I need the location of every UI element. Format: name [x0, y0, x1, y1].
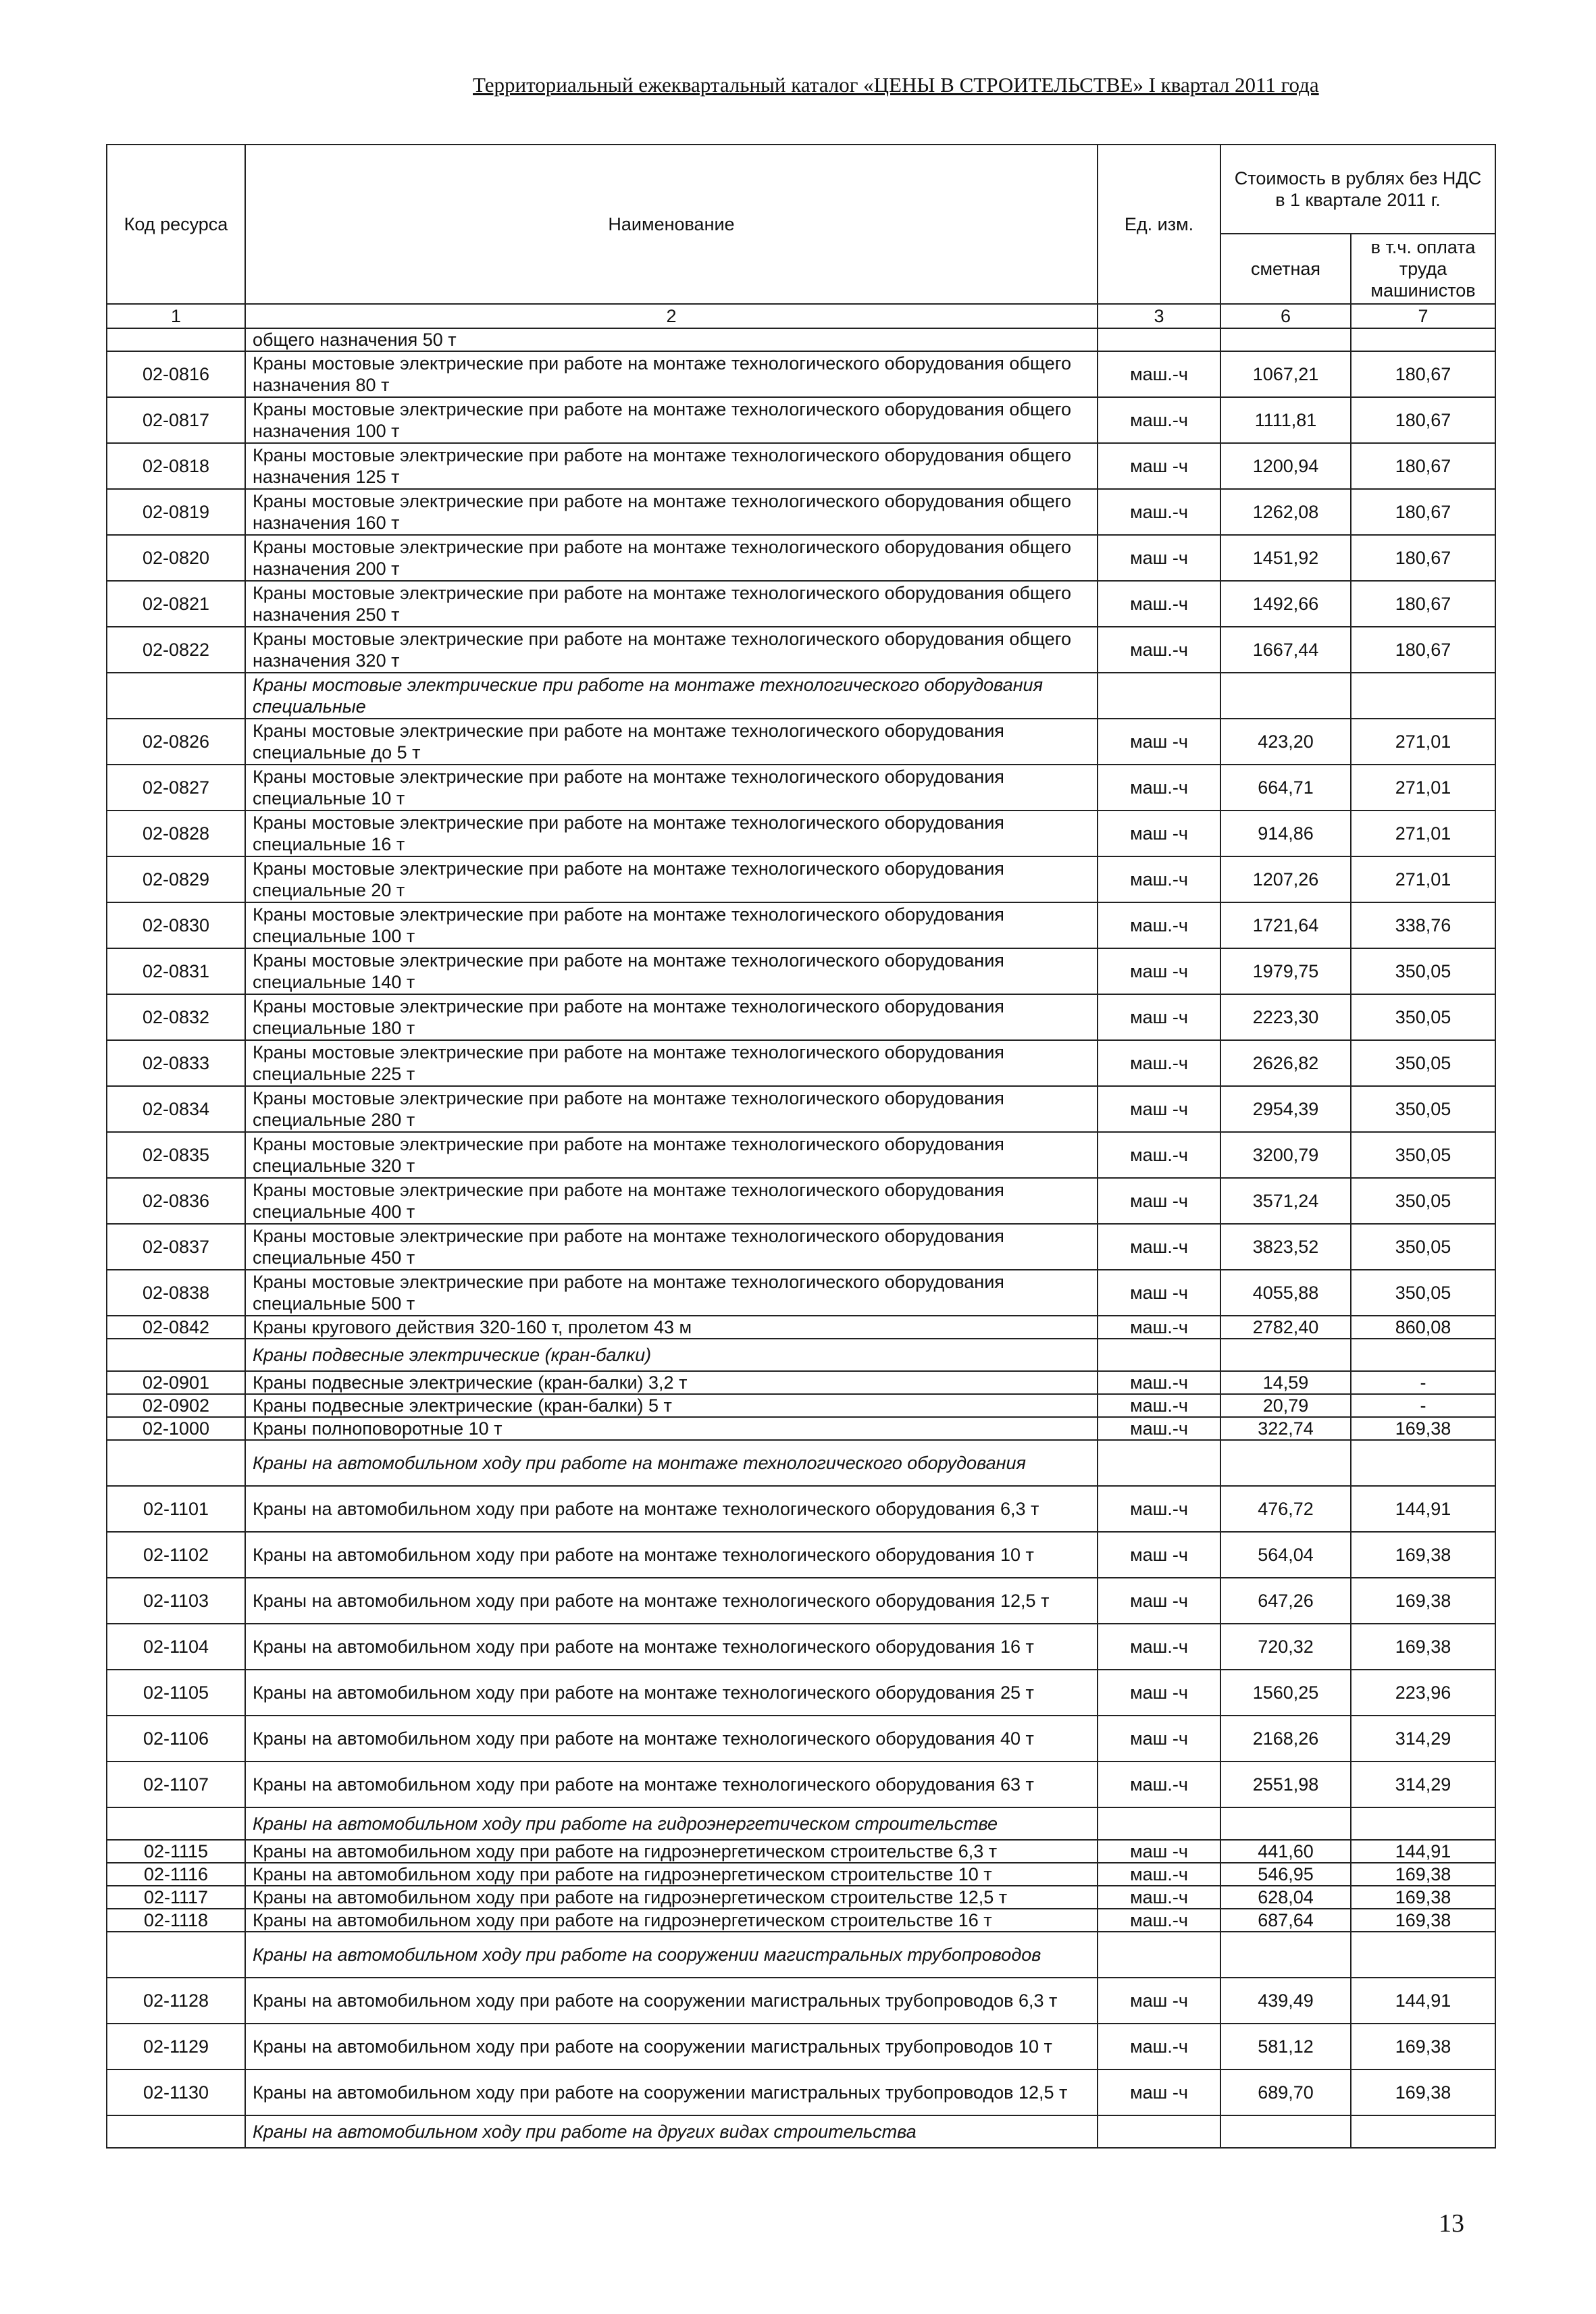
- unit: маш.-ч: [1098, 1486, 1220, 1532]
- operator-wage: 271,01: [1351, 765, 1495, 811]
- empty-cell: [1351, 1440, 1495, 1486]
- resource-code: 02-0835: [107, 1132, 245, 1178]
- estimated-cost: 546,95: [1220, 1863, 1351, 1886]
- empty-cell: [1220, 1440, 1351, 1486]
- estimated-cost: 4055,88: [1220, 1270, 1351, 1316]
- column-number: 2: [245, 304, 1098, 328]
- resource-name: Краны мостовые электрические при работе на монтаже технологического оборудования специальные 280 т: [245, 1086, 1098, 1132]
- operator-wage: 180,67: [1351, 627, 1495, 673]
- unit: маш -ч: [1098, 1716, 1220, 1762]
- operator-wage: 350,05: [1351, 1040, 1495, 1086]
- estimated-cost: 1560,25: [1220, 1670, 1351, 1716]
- resource-name: Краны мостовые электрические при работе на монтаже технологического оборудования специальные 320 т: [245, 1132, 1098, 1178]
- table-row: [107, 1316, 1495, 1339]
- page-title: Территориальный ежеквартальный каталог «ЦЕНЫ В СТРОИТЕЛЬСТВЕ» I квартал 2011 года: [473, 73, 1319, 97]
- operator-wage: 338,76: [1351, 902, 1495, 948]
- operator-wage: -: [1351, 1394, 1495, 1417]
- table-row: [107, 1578, 1495, 1624]
- unit: маш.-ч: [1098, 581, 1220, 627]
- continuation-row: [107, 328, 1495, 351]
- resource-name: Краны мостовые электрические при работе на монтаже технологического оборудования общего назначения 125 т: [245, 443, 1098, 489]
- section-row: [107, 673, 1495, 719]
- unit: маш.-ч: [1098, 902, 1220, 948]
- empty-cell: [1220, 2115, 1351, 2148]
- estimated-cost: 439,49: [1220, 1978, 1351, 2024]
- estimated-cost: 3200,79: [1220, 1132, 1351, 1178]
- unit: маш.-ч: [1098, 765, 1220, 811]
- resource-name: Краны мостовые электрические при работе на монтаже технологического оборудования специальные 140 т: [245, 948, 1098, 994]
- unit: маш -ч: [1098, 1532, 1220, 1578]
- operator-wage: 350,05: [1351, 1132, 1495, 1178]
- operator-wage: 144,91: [1351, 1978, 1495, 2024]
- estimated-cost: 14,59: [1220, 1371, 1351, 1394]
- resource-name: Краны кругового действия 320-160 т, пролетом 43 м: [245, 1316, 1098, 1339]
- empty-cell: [1220, 328, 1351, 351]
- resource-name: Краны мостовые электрические при работе на монтаже технологического оборудования общего назначения 200 т: [245, 535, 1098, 581]
- header-code: Код ресурса: [107, 145, 245, 304]
- unit: маш -ч: [1098, 1270, 1220, 1316]
- page-number: 13: [1439, 2209, 1464, 2238]
- resource-code: 02-0830: [107, 902, 245, 948]
- empty-cell: [1098, 1932, 1220, 1978]
- resource-code: 02-0826: [107, 719, 245, 765]
- estimated-cost: 564,04: [1220, 1532, 1351, 1578]
- empty-cell: [107, 1339, 245, 1371]
- resource-name: Краны на автомобильном ходу при работе на монтаже технологического оборудования 40 т: [245, 1716, 1098, 1762]
- table-body: [107, 304, 1495, 2148]
- resource-code: 02-0832: [107, 994, 245, 1040]
- estimated-cost: 1111,81: [1220, 397, 1351, 443]
- resource-code: 02-0818: [107, 443, 245, 489]
- resource-name: Краны на автомобильном ходу при работе на гидроэнергетическом строительстве 10 т: [245, 1863, 1098, 1886]
- resource-name: Краны мостовые электрические при работе на монтаже технологического оборудования специальные 225 т: [245, 1040, 1098, 1086]
- resource-code: 02-1102: [107, 1532, 245, 1578]
- table-row: [107, 948, 1495, 994]
- section-title: Краны на автомобильном ходу при работе на монтаже технологического оборудования: [245, 1440, 1098, 1486]
- table-row: [107, 1863, 1495, 1886]
- operator-wage: 169,38: [1351, 1624, 1495, 1670]
- resource-code: 02-0828: [107, 811, 245, 856]
- estimated-cost: 581,12: [1220, 2024, 1351, 2069]
- unit: маш.-ч: [1098, 1886, 1220, 1909]
- table-row: [107, 994, 1495, 1040]
- empty-cell: [107, 673, 245, 719]
- operator-wage: 350,05: [1351, 1224, 1495, 1270]
- unit: маш.-ч: [1098, 1762, 1220, 1807]
- table-row: [107, 1909, 1495, 1932]
- table-row: [107, 2069, 1495, 2115]
- section-title: Краны подвесные электрические (кран-балки): [245, 1339, 1098, 1371]
- column-numbers-row: [107, 304, 1495, 328]
- table-row: [107, 1178, 1495, 1224]
- section-row: [107, 1807, 1495, 1840]
- unit: маш -ч: [1098, 535, 1220, 581]
- table-row: [107, 581, 1495, 627]
- header-wage: в т.ч. оплата труда машинистов: [1351, 234, 1495, 304]
- table-row: [107, 811, 1495, 856]
- unit: маш -ч: [1098, 811, 1220, 856]
- unit: маш -ч: [1098, 994, 1220, 1040]
- unit: маш -ч: [1098, 443, 1220, 489]
- operator-wage: 350,05: [1351, 1270, 1495, 1316]
- operator-wage: 169,38: [1351, 1578, 1495, 1624]
- unit: маш.-ч: [1098, 1132, 1220, 1178]
- operator-wage: 350,05: [1351, 1178, 1495, 1224]
- operator-wage: 169,38: [1351, 2069, 1495, 2115]
- estimated-cost: 2782,40: [1220, 1316, 1351, 1339]
- estimated-cost: 689,70: [1220, 2069, 1351, 2115]
- unit: маш.-ч: [1098, 2024, 1220, 2069]
- section-title: Краны на автомобильном ходу при работе на гидроэнергетическом строительстве: [245, 1807, 1098, 1840]
- resource-name: Краны мостовые электрические при работе на монтаже технологического оборудования специальные 10 т: [245, 765, 1098, 811]
- resource-code: 02-0834: [107, 1086, 245, 1132]
- unit: маш.-ч: [1098, 1316, 1220, 1339]
- resource-name: Краны на автомобильном ходу при работе на монтаже технологического оборудования 25 т: [245, 1670, 1098, 1716]
- estimated-cost: 423,20: [1220, 719, 1351, 765]
- unit: маш.-ч: [1098, 1863, 1220, 1886]
- table-row: [107, 719, 1495, 765]
- operator-wage: -: [1351, 1371, 1495, 1394]
- resource-code: 02-1101: [107, 1486, 245, 1532]
- table-row: [107, 1624, 1495, 1670]
- empty-cell: [1098, 1339, 1220, 1371]
- resource-name: Краны мостовые электрические при работе на монтаже технологического оборудования общего назначения 160 т: [245, 489, 1098, 535]
- table-row: [107, 1371, 1495, 1394]
- operator-wage: 180,67: [1351, 351, 1495, 397]
- resource-name: Краны мостовые электрические при работе на монтаже технологического оборудования специальные 500 т: [245, 1270, 1098, 1316]
- section-row: [107, 1440, 1495, 1486]
- empty-cell: [1220, 1339, 1351, 1371]
- empty-cell: [1351, 1932, 1495, 1978]
- empty-cell: [1351, 1339, 1495, 1371]
- empty-cell: [107, 1932, 245, 1978]
- table-row: [107, 1040, 1495, 1086]
- resource-code: 02-1117: [107, 1886, 245, 1909]
- unit: маш -ч: [1098, 1978, 1220, 2024]
- resource-code: 02-1116: [107, 1863, 245, 1886]
- estimated-cost: 3571,24: [1220, 1178, 1351, 1224]
- resource-code: 02-0842: [107, 1316, 245, 1339]
- operator-wage: 180,67: [1351, 443, 1495, 489]
- column-number: 6: [1220, 304, 1351, 328]
- table-row: [107, 1086, 1495, 1132]
- empty-cell: [1351, 2115, 1495, 2148]
- column-number: 3: [1098, 304, 1220, 328]
- unit: маш.-ч: [1098, 1909, 1220, 1932]
- resource-code: 02-1106: [107, 1716, 245, 1762]
- section-row: [107, 1339, 1495, 1371]
- resource-code: 02-1128: [107, 1978, 245, 2024]
- resource-code: 02-0820: [107, 535, 245, 581]
- estimated-cost: 441,60: [1220, 1840, 1351, 1863]
- resource-name: Краны на автомобильном ходу при работе на монтаже технологического оборудования 6,3 т: [245, 1486, 1098, 1532]
- table-row: [107, 856, 1495, 902]
- operator-wage: 169,38: [1351, 1909, 1495, 1932]
- resource-name: Краны мостовые электрические при работе на монтаже технологического оборудования специальные до 5 т: [245, 719, 1098, 765]
- resource-code: 02-1129: [107, 2024, 245, 2069]
- estimated-cost: 647,26: [1220, 1578, 1351, 1624]
- table-row: [107, 1978, 1495, 2024]
- operator-wage: 180,67: [1351, 489, 1495, 535]
- resource-name: Краны мостовые электрические при работе на монтаже технологического оборудования общего назначения 320 т: [245, 627, 1098, 673]
- empty-cell: [1098, 1807, 1220, 1840]
- header-cost-group: Стоимость в рублях без НДС в 1 квартале 2011 г.: [1220, 145, 1495, 234]
- price-table: [106, 144, 1496, 2149]
- resource-code: 02-0821: [107, 581, 245, 627]
- table-row: [107, 1270, 1495, 1316]
- section-title: Краны на автомобильном ходу при работе на других видах строительства: [245, 2115, 1098, 2148]
- estimated-cost: 2168,26: [1220, 1716, 1351, 1762]
- table-row: [107, 1762, 1495, 1807]
- unit: маш.-ч: [1098, 1394, 1220, 1417]
- continuation-text: общего назначения 50 т: [245, 328, 1098, 351]
- operator-wage: 144,91: [1351, 1840, 1495, 1863]
- unit: маш.-ч: [1098, 856, 1220, 902]
- operator-wage: 350,05: [1351, 948, 1495, 994]
- unit: маш.-ч: [1098, 1417, 1220, 1440]
- unit: маш.-ч: [1098, 351, 1220, 397]
- operator-wage: 271,01: [1351, 811, 1495, 856]
- resource-name: Краны мостовые электрические при работе на монтаже технологического оборудования специальные 180 т: [245, 994, 1098, 1040]
- column-number: 7: [1351, 304, 1495, 328]
- table-row: [107, 1417, 1495, 1440]
- operator-wage: 169,38: [1351, 1863, 1495, 1886]
- table-row: [107, 397, 1495, 443]
- resource-code: 02-0831: [107, 948, 245, 994]
- table-row: [107, 1840, 1495, 1863]
- table-row: [107, 1486, 1495, 1532]
- resource-code: 02-0901: [107, 1371, 245, 1394]
- estimated-cost: 1667,44: [1220, 627, 1351, 673]
- operator-wage: 180,67: [1351, 535, 1495, 581]
- estimated-cost: 2954,39: [1220, 1086, 1351, 1132]
- estimated-cost: 1492,66: [1220, 581, 1351, 627]
- resource-code: 02-0829: [107, 856, 245, 902]
- resource-name: Краны на автомобильном ходу при работе на сооружении магистральных трубопроводов 12,5 т: [245, 2069, 1098, 2115]
- resource-name: Краны на автомобильном ходу при работе на сооружении магистральных трубопроводов 6,3 т: [245, 1978, 1098, 2024]
- operator-wage: 314,29: [1351, 1762, 1495, 1807]
- resource-code: 02-0827: [107, 765, 245, 811]
- resource-name: Краны на автомобильном ходу при работе на монтаже технологического оборудования 12,5 т: [245, 1578, 1098, 1624]
- unit: маш.-ч: [1098, 627, 1220, 673]
- resource-name: Краны на автомобильном ходу при работе на монтаже технологического оборудования 10 т: [245, 1532, 1098, 1578]
- estimated-cost: 1067,21: [1220, 351, 1351, 397]
- resource-code: 02-0822: [107, 627, 245, 673]
- resource-name: Краны подвесные электрические (кран-балки) 5 т: [245, 1394, 1098, 1417]
- estimated-cost: 664,71: [1220, 765, 1351, 811]
- unit: маш.-ч: [1098, 1371, 1220, 1394]
- resource-code: 02-1105: [107, 1670, 245, 1716]
- empty-cell: [1220, 673, 1351, 719]
- resource-code: 02-0817: [107, 397, 245, 443]
- table-row: [107, 902, 1495, 948]
- resource-code: 02-0902: [107, 1394, 245, 1417]
- unit: маш.-ч: [1098, 489, 1220, 535]
- estimated-cost: 2223,30: [1220, 994, 1351, 1040]
- resource-code: 02-1103: [107, 1578, 245, 1624]
- estimated-cost: 2551,98: [1220, 1762, 1351, 1807]
- header-estimated: сметная: [1220, 234, 1351, 304]
- table-row: [107, 1532, 1495, 1578]
- section-title: Краны на автомобильном ходу при работе на сооружении магистральных трубопроводов: [245, 1932, 1098, 1978]
- operator-wage: 180,67: [1351, 581, 1495, 627]
- resource-code: 02-1107: [107, 1762, 245, 1807]
- table-row: [107, 535, 1495, 581]
- table-row: [107, 765, 1495, 811]
- operator-wage: 144,91: [1351, 1486, 1495, 1532]
- resource-name: Краны на автомобильном ходу при работе на гидроэнергетическом строительстве 6,3 т: [245, 1840, 1098, 1863]
- table-row: [107, 489, 1495, 535]
- empty-cell: [1351, 673, 1495, 719]
- section-title: Краны мостовые электрические при работе на монтаже технологического оборудования специальные: [245, 673, 1098, 719]
- empty-cell: [1220, 1932, 1351, 1978]
- estimated-cost: 1721,64: [1220, 902, 1351, 948]
- empty-cell: [1098, 2115, 1220, 2148]
- empty-cell: [107, 1440, 245, 1486]
- table-row: [107, 1394, 1495, 1417]
- resource-name: Краны на автомобильном ходу при работе на гидроэнергетическом строительстве 12,5 т: [245, 1886, 1098, 1909]
- empty-cell: [107, 328, 245, 351]
- resource-code: 02-1000: [107, 1417, 245, 1440]
- unit: маш -ч: [1098, 1178, 1220, 1224]
- resource-name: Краны мостовые электрические при работе на монтаже технологического оборудования специальные 16 т: [245, 811, 1098, 856]
- operator-wage: 314,29: [1351, 1716, 1495, 1762]
- header-unit: Ед. изм.: [1098, 145, 1220, 304]
- estimated-cost: 1262,08: [1220, 489, 1351, 535]
- empty-cell: [1098, 328, 1220, 351]
- operator-wage: 180,67: [1351, 397, 1495, 443]
- unit: маш.-ч: [1098, 1624, 1220, 1670]
- operator-wage: 223,96: [1351, 1670, 1495, 1716]
- empty-cell: [107, 1807, 245, 1840]
- estimated-cost: 628,04: [1220, 1886, 1351, 1909]
- empty-cell: [1098, 673, 1220, 719]
- estimated-cost: 476,72: [1220, 1486, 1351, 1532]
- operator-wage: 350,05: [1351, 1086, 1495, 1132]
- unit: маш -ч: [1098, 1840, 1220, 1863]
- unit: маш -ч: [1098, 2069, 1220, 2115]
- unit: маш -ч: [1098, 1086, 1220, 1132]
- resource-name: Краны мостовые электрические при работе на монтаже технологического оборудования специальные 20 т: [245, 856, 1098, 902]
- unit: маш.-ч: [1098, 397, 1220, 443]
- unit: маш -ч: [1098, 719, 1220, 765]
- estimated-cost: 1979,75: [1220, 948, 1351, 994]
- resource-name: Краны мостовые электрические при работе на монтаже технологического оборудования общего назначения 80 т: [245, 351, 1098, 397]
- resource-code: 02-0833: [107, 1040, 245, 1086]
- estimated-cost: 3823,52: [1220, 1224, 1351, 1270]
- estimated-cost: 1200,94: [1220, 443, 1351, 489]
- resource-name: Краны подвесные электрические (кран-балки) 3,2 т: [245, 1371, 1098, 1394]
- unit: маш.-ч: [1098, 1040, 1220, 1086]
- resource-code: 02-0819: [107, 489, 245, 535]
- header-name: Наименование: [245, 145, 1098, 304]
- resource-name: Краны полноповоротные 10 т: [245, 1417, 1098, 1440]
- estimated-cost: 20,79: [1220, 1394, 1351, 1417]
- table-row: [107, 1886, 1495, 1909]
- resource-code: 02-0836: [107, 1178, 245, 1224]
- empty-cell: [1220, 1807, 1351, 1840]
- resource-code: 02-0816: [107, 351, 245, 397]
- table-row: [107, 351, 1495, 397]
- table-row: [107, 443, 1495, 489]
- table-row: [107, 1716, 1495, 1762]
- table-header: [107, 145, 1495, 304]
- column-number: 1: [107, 304, 245, 328]
- resource-code: 02-0838: [107, 1270, 245, 1316]
- resource-name: Краны на автомобильном ходу при работе на гидроэнергетическом строительстве 16 т: [245, 1909, 1098, 1932]
- table-row: [107, 1132, 1495, 1178]
- operator-wage: 860,08: [1351, 1316, 1495, 1339]
- resource-code: 02-1130: [107, 2069, 245, 2115]
- unit: маш -ч: [1098, 1670, 1220, 1716]
- estimated-cost: 720,32: [1220, 1624, 1351, 1670]
- operator-wage: 169,38: [1351, 1417, 1495, 1440]
- resource-name: Краны на автомобильном ходу при работе на монтаже технологического оборудования 63 т: [245, 1762, 1098, 1807]
- resource-code: 02-1115: [107, 1840, 245, 1863]
- operator-wage: 350,05: [1351, 994, 1495, 1040]
- estimated-cost: 914,86: [1220, 811, 1351, 856]
- estimated-cost: 1451,92: [1220, 535, 1351, 581]
- unit: маш.-ч: [1098, 1224, 1220, 1270]
- unit: маш -ч: [1098, 1578, 1220, 1624]
- resource-code: 02-1104: [107, 1624, 245, 1670]
- operator-wage: 271,01: [1351, 719, 1495, 765]
- resource-name: Краны мостовые электрические при работе на монтаже технологического оборудования специальные 100 т: [245, 902, 1098, 948]
- resource-name: Краны мостовые электрические при работе на монтаже технологического оборудования общего назначения 100 т: [245, 397, 1098, 443]
- estimated-cost: 687,64: [1220, 1909, 1351, 1932]
- resource-code: 02-1118: [107, 1909, 245, 1932]
- empty-cell: [1351, 1807, 1495, 1840]
- section-row: [107, 1932, 1495, 1978]
- estimated-cost: 322,74: [1220, 1417, 1351, 1440]
- estimated-cost: 1207,26: [1220, 856, 1351, 902]
- resource-name: Краны мостовые электрические при работе на монтаже технологического оборудования общего назначения 250 т: [245, 581, 1098, 627]
- table-row: [107, 627, 1495, 673]
- resource-code: 02-0837: [107, 1224, 245, 1270]
- estimated-cost: 2626,82: [1220, 1040, 1351, 1086]
- operator-wage: 169,38: [1351, 1886, 1495, 1909]
- table-row: [107, 1224, 1495, 1270]
- empty-cell: [107, 2115, 245, 2148]
- operator-wage: 169,38: [1351, 2024, 1495, 2069]
- empty-cell: [1098, 1440, 1220, 1486]
- empty-cell: [1351, 328, 1495, 351]
- table-row: [107, 2024, 1495, 2069]
- operator-wage: 169,38: [1351, 1532, 1495, 1578]
- resource-name: Краны на автомобильном ходу при работе на монтаже технологического оборудования 16 т: [245, 1624, 1098, 1670]
- resource-name: Краны мостовые электрические при работе на монтаже технологического оборудования специальные 450 т: [245, 1224, 1098, 1270]
- section-row: [107, 2115, 1495, 2148]
- resource-name: Краны мостовые электрические при работе на монтаже технологического оборудования специальные 400 т: [245, 1178, 1098, 1224]
- table-row: [107, 1670, 1495, 1716]
- operator-wage: 271,01: [1351, 856, 1495, 902]
- unit: маш -ч: [1098, 948, 1220, 994]
- resource-name: Краны на автомобильном ходу при работе на сооружении магистральных трубопроводов 10 т: [245, 2024, 1098, 2069]
